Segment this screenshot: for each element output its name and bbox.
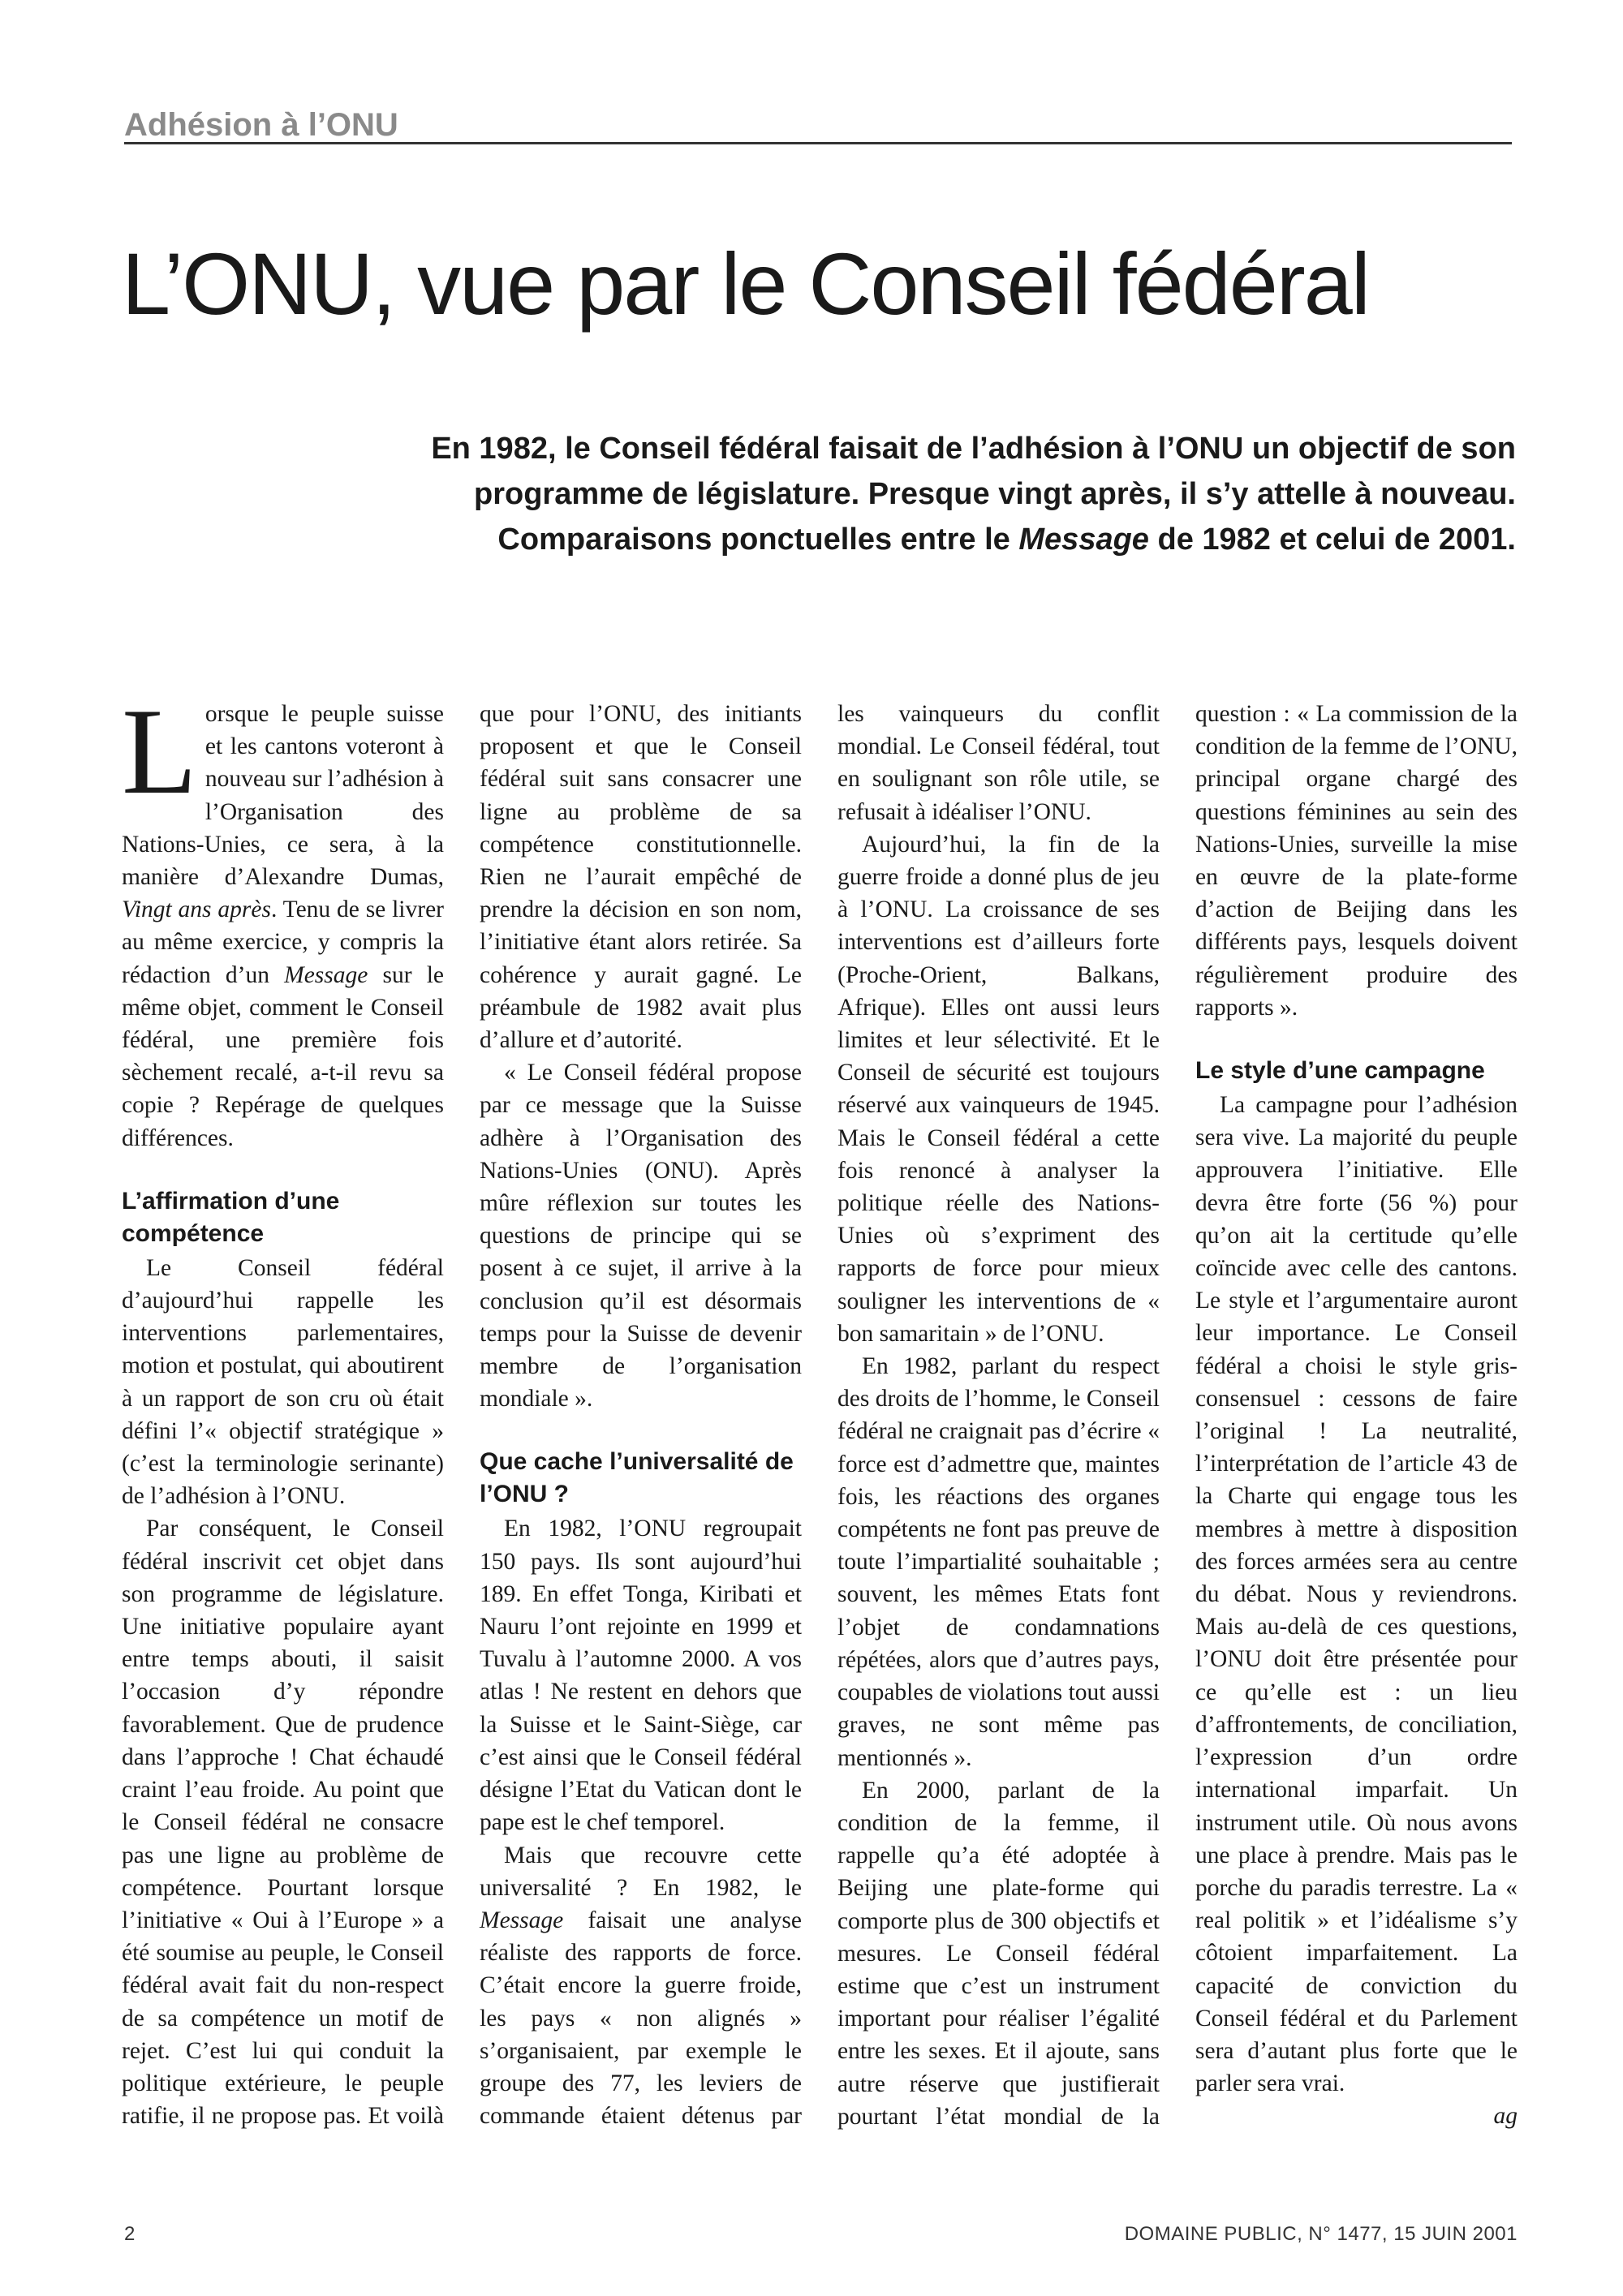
- publication-issue: DOMAINE PUBLIC, N° 1477, 15 JUIN 2001: [1124, 2223, 1518, 2245]
- subheading-affirmation: L’affirmation d’une compétence: [122, 1187, 340, 1247]
- intro-italic-2: Message: [284, 961, 368, 988]
- subheading-universalite: Que cache l’universalité de l’ONU ?: [480, 1448, 794, 1508]
- lead-text-1: En 1982, le Conseil fédéral faisait de l’adhésion à l’ONU un objectif de son programme de législature. Presque vingt après, il s’y attelle à nouveau. Comparaisons ponctuelles entre le: [431, 432, 1516, 557]
- lead-italic: Message: [1018, 522, 1149, 557]
- article-body: [122, 683, 1518, 2158]
- paragraph: En 1982, l’ONU regroupait 150 pays. Ils sont aujourd’hui 189. En effet Tonga, Kiribati et Nauru l’ont rejointe en 1999 et Tuvalu à l’automne 2000. A vos atlas ! Ne restent en dehors que la Suisse et le Saint-Siège, car c’est ainsi que le Conseil fédéral désigne l’Etat du Vatican dont le pape est le chef temporel.: [480, 1516, 802, 1836]
- lead-text-2: de 1982 et celui de 2001.: [1148, 522, 1516, 557]
- paragraph-italic: Message: [480, 1907, 564, 1933]
- intro-text-3: sur le même objet, comment le Conseil fédéral, une première fois sèchement recalé, a-t-il revu sa copie ? Repérage de quelques différences.: [122, 961, 444, 1151]
- author-signature: ag: [1493, 2103, 1518, 2130]
- paragraph: Le Conseil fédéral d’aujourd’hui rappelle les interventions parlementaires, motion et postulat, qui aboutirent à un rapport de son cru où était défini l’« objectif stratégique » (c’est la terminologie serinante) de l’adhésion à l’ONU.: [122, 1254, 444, 1510]
- paragraph: Aujourd’hui, la fin de la guerre froide a donné plus de jeu à l’ONU. La croissance de ses interventions est d’ailleurs forte (Proche-Orient, Balkans, Afrique). Elles ont aussi leurs limites et leur sélectivité. Et le Conseil de sécurité est toujours réservé aux vainqueurs de 1945. Mais le Conseil fédéral a cette fois renoncé à analyser la politique réelle des Nations-Unies où s’expriment des rapports de force pour mieux souligner les interventions de « bon samaritain » de l’ONU.: [837, 831, 1160, 1347]
- paragraph-text: Mais que recouvre cette universalité ? En 1982, le: [480, 1842, 802, 1901]
- paragraph: La campagne pour l’adhésion sera vive. La majorité du peuple approuvera l’initiative. Elle devra être forte (56 %) pour qu’on ait la certitude qu’elle coïncide avec celle des cantons. Le style et l’argumentaire auront leur importance. Le Conseil fédéral a choisi le style gris-consensuel : cessons de faire l’original ! La neutralité, l’interprétation de l’article 43 de la Charte qui engage tous les membres à mettre à disposition des forces armées sera au centre du débat. Nous y reviendrons. Mais au-delà de ces questions, l’ONU doit être présentée pour ce qu’elle est : un lieu d’affrontements, de conciliation, l’expression d’un ordre international imparfait. Un instrument utile. Où nous avons une place à prendre. Mais pas le porche du paradis terrestre. La « real politik » et l’idéalisme s’y côtoient imparfaitement. La capacité de conviction du Conseil fédéral et du Parlement sera d’autant plus forte que le parler sera vrai.: [1195, 1092, 1518, 2097]
- intro-italic-1: Vingt ans après: [122, 896, 271, 923]
- subheading-style: Le style d’une campagne: [1195, 1057, 1485, 1085]
- paragraph: En 1982, parlant du respect des droits de l’homme, le Conseil fédéral ne craignait pas d’écrire « force est d’admettre que, maintes fois, les réactions des organes compétents ne font pas preuve de toute l’impartialité souhaitable ; souvent, les mêmes Etats font l’objet de condamnations répétées, alors que d’autres pays, coupables de violations tout aussi graves, ne sont même pas mentionnés ».: [837, 1353, 1160, 1771]
- intro-text-2: . Tenu de se livrer au même exercice, y compris la rédaction d’un: [122, 896, 444, 988]
- intro-paragraph: [122, 683, 444, 1154]
- paragraph-quote: « Le Conseil fédéral propose par ce message que la Suisse adhère à l’Organisation des Nations-Unies (ONU). Après mûre réflexion sur toutes les questions de principe qui se posent à ce sujet, il arrive à la conclusion qu’il est désormais temps pour la Suisse de devenir membre de l’organisation mondiale ».: [480, 1060, 802, 1412]
- paragraph: En 2000, parlant de la condition de la femme, il rappelle qu’a été adoptée à Beijing une plate-forme qui comporte plus de 300 objectifs et mesures. Le Conseil fédéral estime que c’est un instrument important pour réaliser l’égalité entre les sexes. Et il ajoute, sans autre réserve que justifierait pourtant l’état mondial de la question : « La commission de la condition de la femme de l’ONU, principal organe chargé des questions féminines au sein des Nations-Unies, surveille la mise en œuvre de la plate-forme d’action de Beijing dans les différents pays, lesquels doivent régulièrement produire des rapports ».: [837, 701, 1518, 2130]
- paragraph-text: faisait une analyse réaliste des rapports de force. C’était encore la guerre froide, les pays « non alignés » s’organisaient, par exemple le groupe des 77, les leviers de commande étaient détenus par les vainqueurs du conflit mondial. Le Conseil fédéral, tout en soulignant son rôle utile, se refusait à idéaliser l’ONU.: [480, 701, 1160, 2130]
- paragraph: Par conséquent, le Conseil fédéral inscrivit cet objet dans son programme de législature. Une initiative populaire ayant entre temps abouti, il saisit l’occasion d’y répondre favorablement. Que de prudence dans l’approche ! Chat échaudé craint l’eau froide. Au point que le Conseil fédéral ne consacre pas une ligne au problème de compétence. Pourtant lorsque l’initiative « Oui à l’Europe » a été soumise au peuple, le Conseil fédéral avait fait du non-respect de sa compétence un motif de rejet. C’est lui qui conduit la politique extérieure, le peuple ratifie, il ne propose pas. Et voilà que pour l’ONU, des initiants proposent et que le Conseil fédéral suit sans consacrer une ligne au problème de sa compétence constitutionnelle. Rien ne l’aurait empêché de prendre la décision en son nom, l’initiative étant alors retirée. Sa cohérence y aurait gagné. Le préambule de 1982 avait plus d’allure et d’autorité.: [122, 701, 802, 2130]
- signature-line: [1195, 2100, 1518, 2132]
- page-number: 2: [124, 2223, 136, 2245]
- article-lead: [299, 426, 1516, 562]
- intro-text-1: orsque le peuple suisse et les cantons voteront à nouveau sur l’adhésion à l’Organisation des Nations-Unies, ce sera, à la manière d’Alexandre Dumas,: [122, 701, 444, 891]
- drop-cap: L: [122, 683, 197, 819]
- section-rubric: Adhésion à l’ONU: [124, 104, 1512, 144]
- article-title: L’ONU, vue par le Conseil fédéral: [122, 234, 1369, 333]
